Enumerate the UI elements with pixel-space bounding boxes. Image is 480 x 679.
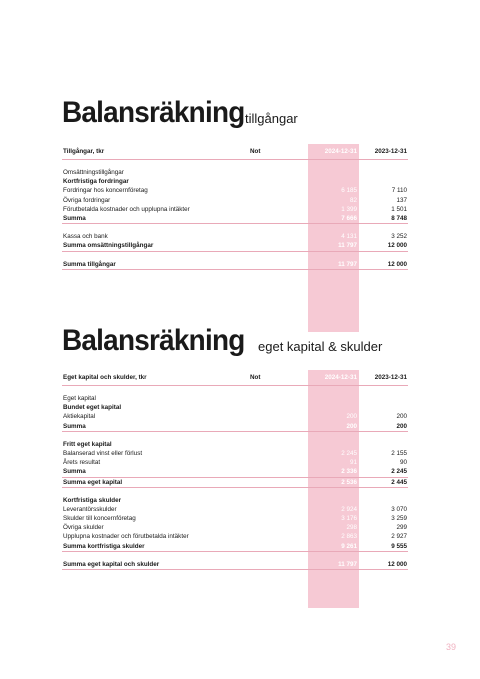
row-label: Övriga fordringar xyxy=(63,196,111,204)
value-2024: 11 797 xyxy=(338,560,357,568)
value-2023: 90 xyxy=(399,459,407,467)
row-label: Fritt eget kapital xyxy=(63,440,112,448)
total-row xyxy=(62,422,408,432)
value-2024: 298 xyxy=(346,524,357,532)
row-label: Eget kapital xyxy=(63,395,96,402)
table-row xyxy=(62,186,408,195)
total-row xyxy=(62,560,408,570)
value-2023: 7 110 xyxy=(391,187,407,195)
table-row xyxy=(62,168,408,177)
table-row xyxy=(62,496,408,505)
row-label: Aktiekapital xyxy=(63,413,96,421)
row-label: Kortfristiga skulder xyxy=(63,496,122,504)
row-label: Övriga skulder xyxy=(63,524,104,532)
table-row xyxy=(62,505,408,514)
table-row xyxy=(62,412,408,421)
value-2024: 6 185 xyxy=(341,187,357,195)
liabilities-header-2024: 2024-12-31 xyxy=(324,374,357,381)
value-2023: 200 xyxy=(396,422,407,430)
assets-title-block xyxy=(62,88,408,128)
liabilities-title: Balansräkning xyxy=(62,324,245,357)
row-label: Summa tillgångar xyxy=(63,260,116,268)
page-number: 39 xyxy=(445,642,456,652)
row-label: Fordringar hos koncernföretag xyxy=(63,187,148,195)
row-label: Bundet eget kapital xyxy=(63,404,122,412)
liabilities-subtitle: eget kapital & skulder xyxy=(258,339,383,354)
liabilities-table xyxy=(62,370,408,570)
assets-header-2024: 2024-12-31 xyxy=(324,148,357,155)
row-label: Summa eget kapital xyxy=(63,478,123,486)
assets-header-not: Not xyxy=(250,148,261,155)
value-2023: 3 252 xyxy=(391,233,407,241)
row-label: Summa xyxy=(63,422,86,430)
row-label: Skulder till koncernföretag xyxy=(63,515,136,523)
total-row xyxy=(62,214,408,224)
assets-header-label: Tillgångar, tkr xyxy=(63,148,105,155)
row-label: Årets resultat xyxy=(63,459,101,467)
liabilities-header-not: Not xyxy=(250,374,261,381)
value-2024: 9 261 xyxy=(341,542,357,550)
value-2024: 200 xyxy=(346,413,357,421)
table-row xyxy=(62,514,408,523)
row-label: Summa omsättningstillgångar xyxy=(63,242,154,250)
table-row xyxy=(62,532,408,541)
table-row xyxy=(62,403,408,412)
value-2023: 2 927 xyxy=(391,533,407,541)
row-label: Summa eget kapital och skulder xyxy=(63,560,160,568)
value-2023: 299 xyxy=(396,524,407,532)
table-row xyxy=(62,196,408,205)
liabilities-header-2023: 2023-12-31 xyxy=(374,374,407,381)
assets-subtitle: tillgångar xyxy=(245,111,298,126)
table-row xyxy=(62,232,408,241)
table-row xyxy=(62,449,408,458)
value-2024: 91 xyxy=(349,459,357,467)
liabilities-rows xyxy=(62,394,408,570)
row-label: Upplupna kostnader och förutbetalda intäkter xyxy=(63,533,189,541)
table-row xyxy=(62,177,408,186)
value-2024: 4 131 xyxy=(341,233,357,241)
row-label: Omsättningstillgångar xyxy=(63,169,124,176)
assets-section xyxy=(62,88,408,270)
value-2024: 2 863 xyxy=(341,533,357,541)
value-2024: 7 666 xyxy=(341,214,357,222)
total-row xyxy=(62,241,408,251)
row-label: Summa xyxy=(63,468,86,476)
value-2024: 11 797 xyxy=(338,242,357,250)
row-label: Kortfristiga fordringar xyxy=(63,178,129,186)
table-row xyxy=(62,440,408,449)
value-2023: 9 555 xyxy=(391,542,407,550)
value-2023: 200 xyxy=(396,413,407,421)
value-2024: 2 336 xyxy=(341,468,357,476)
assets-header-2023: 2023-12-31 xyxy=(374,148,407,155)
value-2024: 82 xyxy=(349,196,357,204)
value-2023: 2 245 xyxy=(391,468,407,476)
value-2024: 1 399 xyxy=(341,205,357,213)
value-2024: 2 924 xyxy=(341,505,357,513)
liabilities-table-header xyxy=(62,370,408,386)
value-2024: 3 176 xyxy=(341,515,357,523)
assets-title: Balansräkning xyxy=(62,96,245,129)
value-2024: 200 xyxy=(346,422,357,430)
table-row xyxy=(62,394,408,403)
total-row xyxy=(62,542,408,552)
value-2023: 2 445 xyxy=(391,478,407,486)
total-row xyxy=(62,467,408,477)
total-row xyxy=(62,478,408,488)
row-label: Förutbetalda kostnader och upplupna intäkter xyxy=(63,205,190,213)
value-2023: 12 000 xyxy=(387,260,407,268)
value-2023: 3 259 xyxy=(391,515,407,523)
assets-table-header xyxy=(62,144,408,160)
total-row xyxy=(62,260,408,270)
value-2024: 11 797 xyxy=(338,260,357,268)
row-label: Summa xyxy=(63,214,86,222)
liabilities-header-label: Eget kapital och skulder, tkr xyxy=(63,374,147,381)
row-label: Kassa och bank xyxy=(63,233,108,241)
value-2023: 8 748 xyxy=(391,214,407,222)
row-label: Balanserad vinst eller förlust xyxy=(63,449,143,457)
table-row xyxy=(62,523,408,532)
value-2023: 2 155 xyxy=(391,449,407,457)
table-row xyxy=(62,205,408,214)
assets-table xyxy=(62,144,408,270)
value-2024: 2 536 xyxy=(341,478,357,486)
liabilities-title-block xyxy=(62,316,408,356)
value-2023: 12 000 xyxy=(387,242,407,250)
row-label: Leverantörsskulder xyxy=(63,505,117,513)
value-2023: 12 000 xyxy=(387,560,407,568)
table-row xyxy=(62,458,408,467)
row-label: Summa kortfristiga skulder xyxy=(63,542,145,550)
value-2024: 2 245 xyxy=(341,449,357,457)
liabilities-section xyxy=(62,316,408,570)
value-2023: 1 501 xyxy=(391,205,407,213)
value-2023: 3 070 xyxy=(391,505,407,513)
value-2023: 137 xyxy=(396,196,407,204)
